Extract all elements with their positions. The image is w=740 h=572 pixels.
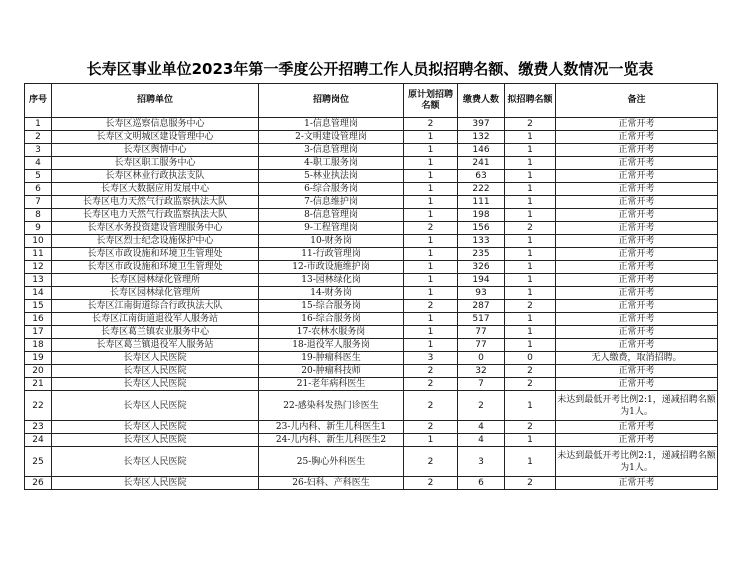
table-row xyxy=(25,339,718,352)
cell-proposed: 1 xyxy=(505,183,556,196)
cell-post: 10-财务岗 xyxy=(259,235,404,248)
cell-unit: 长寿区人民医院 xyxy=(52,378,259,391)
cell-plan: 1 xyxy=(404,131,458,144)
cell-paid: 132 xyxy=(458,131,505,144)
cell-index: 4 xyxy=(25,157,52,170)
header-plan: 原计划招聘名额 xyxy=(404,84,458,118)
header-proposed: 拟招聘名额 xyxy=(505,84,556,118)
table-row xyxy=(25,391,718,421)
header-row xyxy=(25,84,718,118)
cell-plan: 2 xyxy=(404,300,458,313)
cell-remark: 正常开考 xyxy=(556,326,718,339)
table-row xyxy=(25,144,718,157)
cell-post: 8-信息管理岗 xyxy=(259,209,404,222)
cell-unit: 长寿区舆情中心 xyxy=(52,144,259,157)
cell-paid: 198 xyxy=(458,209,505,222)
cell-index: 25 xyxy=(25,447,52,477)
cell-remark: 正常开考 xyxy=(556,300,718,313)
cell-plan: 1 xyxy=(404,170,458,183)
cell-paid: 7 xyxy=(458,378,505,391)
cell-unit: 长寿区电力天然气行政监察执法大队 xyxy=(52,209,259,222)
cell-plan: 2 xyxy=(404,118,458,131)
cell-remark: 正常开考 xyxy=(556,222,718,235)
cell-index: 26 xyxy=(25,477,52,490)
cell-proposed: 1 xyxy=(505,313,556,326)
cell-paid: 6 xyxy=(458,477,505,490)
cell-index: 11 xyxy=(25,248,52,261)
cell-unit: 长寿区人民医院 xyxy=(52,477,259,490)
cell-index: 14 xyxy=(25,287,52,300)
cell-index: 17 xyxy=(25,326,52,339)
cell-plan: 2 xyxy=(404,447,458,477)
cell-proposed: 1 xyxy=(505,209,556,222)
cell-post: 6-综合服务岗 xyxy=(259,183,404,196)
cell-post: 26-妇科、产科医生 xyxy=(259,477,404,490)
cell-proposed: 2 xyxy=(505,365,556,378)
cell-index: 12 xyxy=(25,261,52,274)
cell-paid: 4 xyxy=(458,421,505,434)
cell-paid: 194 xyxy=(458,274,505,287)
table-row xyxy=(25,326,718,339)
table-row xyxy=(25,222,718,235)
cell-plan: 2 xyxy=(404,365,458,378)
cell-index: 8 xyxy=(25,209,52,222)
cell-proposed: 1 xyxy=(505,326,556,339)
cell-remark: 无人缴费，取消招聘。 xyxy=(556,352,718,365)
cell-remark: 正常开考 xyxy=(556,131,718,144)
cell-unit: 长寿区水务投资建设管理服务中心 xyxy=(52,222,259,235)
cell-paid: 32 xyxy=(458,365,505,378)
cell-post: 14-财务岗 xyxy=(259,287,404,300)
cell-index: 16 xyxy=(25,313,52,326)
cell-paid: 111 xyxy=(458,196,505,209)
cell-paid: 77 xyxy=(458,326,505,339)
cell-proposed: 1 xyxy=(505,261,556,274)
recruitment-table xyxy=(24,83,718,490)
cell-post: 19-肿瘤科医生 xyxy=(259,352,404,365)
cell-remark: 正常开考 xyxy=(556,170,718,183)
cell-paid: 222 xyxy=(458,183,505,196)
cell-plan: 1 xyxy=(404,248,458,261)
cell-proposed: 0 xyxy=(505,352,556,365)
cell-paid: 326 xyxy=(458,261,505,274)
cell-plan: 1 xyxy=(404,326,458,339)
cell-post: 12-市政设施维护岗 xyxy=(259,261,404,274)
cell-post: 16-综合服务岗 xyxy=(259,313,404,326)
table-row xyxy=(25,365,718,378)
header-paid: 缴费人数 xyxy=(458,84,505,118)
cell-proposed: 1 xyxy=(505,287,556,300)
cell-plan: 2 xyxy=(404,477,458,490)
cell-paid: 133 xyxy=(458,235,505,248)
table-row xyxy=(25,378,718,391)
cell-unit: 长寿区人民医院 xyxy=(52,391,259,421)
cell-remark: 正常开考 xyxy=(556,118,718,131)
cell-remark: 未达到最低开考比例2:1，递减招聘名额为1人。 xyxy=(556,391,718,421)
cell-plan: 1 xyxy=(404,235,458,248)
cell-plan: 3 xyxy=(404,352,458,365)
cell-paid: 93 xyxy=(458,287,505,300)
cell-paid: 4 xyxy=(458,434,505,447)
cell-unit: 长寿区职工服务中心 xyxy=(52,157,259,170)
cell-proposed: 1 xyxy=(505,434,556,447)
cell-proposed: 1 xyxy=(505,391,556,421)
cell-index: 3 xyxy=(25,144,52,157)
cell-unit: 长寿区葛兰镇退役军人服务站 xyxy=(52,339,259,352)
cell-plan: 1 xyxy=(404,183,458,196)
cell-post: 9-工程管理岗 xyxy=(259,222,404,235)
cell-paid: 0 xyxy=(458,352,505,365)
cell-unit: 长寿区人民医院 xyxy=(52,352,259,365)
table-row xyxy=(25,300,718,313)
cell-plan: 2 xyxy=(404,222,458,235)
header-index: 序号 xyxy=(25,84,52,118)
cell-unit: 长寿区市政设施和环境卫生管理处 xyxy=(52,261,259,274)
table-row xyxy=(25,235,718,248)
table-row xyxy=(25,170,718,183)
cell-index: 13 xyxy=(25,274,52,287)
cell-plan: 1 xyxy=(404,157,458,170)
document-title: 长寿区事业单位2023年第一季度公开招聘工作人员拟招聘名额、缴费人数情况一览表 xyxy=(86,60,654,78)
cell-paid: 241 xyxy=(458,157,505,170)
cell-unit: 长寿区文明城区建设管理中心 xyxy=(52,131,259,144)
cell-plan: 1 xyxy=(404,313,458,326)
cell-remark: 正常开考 xyxy=(556,235,718,248)
cell-index: 9 xyxy=(25,222,52,235)
cell-unit: 长寿区人民医院 xyxy=(52,447,259,477)
cell-post: 24-儿内科、新生儿科医生2 xyxy=(259,434,404,447)
table-row xyxy=(25,157,718,170)
cell-proposed: 2 xyxy=(505,222,556,235)
cell-proposed: 2 xyxy=(505,477,556,490)
cell-remark: 正常开考 xyxy=(556,183,718,196)
cell-plan: 1 xyxy=(404,274,458,287)
cell-post: 2-文明建设管理岗 xyxy=(259,131,404,144)
cell-post: 23-儿内科、新生儿科医生1 xyxy=(259,421,404,434)
cell-proposed: 1 xyxy=(505,196,556,209)
cell-remark: 正常开考 xyxy=(556,421,718,434)
cell-proposed: 1 xyxy=(505,131,556,144)
cell-post: 17-农林水服务岗 xyxy=(259,326,404,339)
cell-post: 21-老年病科医生 xyxy=(259,378,404,391)
cell-post: 3-信息管理岗 xyxy=(259,144,404,157)
cell-post: 13-园林绿化岗 xyxy=(259,274,404,287)
table-row xyxy=(25,477,718,490)
cell-index: 23 xyxy=(25,421,52,434)
cell-proposed: 1 xyxy=(505,248,556,261)
cell-index: 15 xyxy=(25,300,52,313)
header-remark: 备注 xyxy=(556,84,718,118)
cell-index: 21 xyxy=(25,378,52,391)
cell-unit: 长寿区江南街道退役军人服务站 xyxy=(52,313,259,326)
table-row xyxy=(25,196,718,209)
cell-proposed: 1 xyxy=(505,447,556,477)
cell-proposed: 1 xyxy=(505,274,556,287)
cell-index: 1 xyxy=(25,118,52,131)
cell-remark: 正常开考 xyxy=(556,144,718,157)
cell-post: 1-信息管理岗 xyxy=(259,118,404,131)
cell-remark: 正常开考 xyxy=(556,248,718,261)
cell-post: 5-林业执法岗 xyxy=(259,170,404,183)
table-row xyxy=(25,118,718,131)
cell-remark: 正常开考 xyxy=(556,261,718,274)
cell-proposed: 1 xyxy=(505,157,556,170)
table-row xyxy=(25,248,718,261)
cell-plan: 1 xyxy=(404,339,458,352)
cell-remark: 正常开考 xyxy=(556,365,718,378)
cell-post: 15-综合服务岗 xyxy=(259,300,404,313)
header-unit: 招聘单位 xyxy=(52,84,259,118)
table-row xyxy=(25,274,718,287)
cell-unit: 长寿区大数据应用发展中心 xyxy=(52,183,259,196)
cell-index: 24 xyxy=(25,434,52,447)
cell-paid: 156 xyxy=(458,222,505,235)
cell-index: 5 xyxy=(25,170,52,183)
cell-paid: 235 xyxy=(458,248,505,261)
cell-paid: 517 xyxy=(458,313,505,326)
table-row xyxy=(25,434,718,447)
cell-plan: 2 xyxy=(404,391,458,421)
cell-plan: 1 xyxy=(404,287,458,300)
cell-index: 19 xyxy=(25,352,52,365)
cell-remark: 正常开考 xyxy=(556,287,718,300)
cell-paid: 146 xyxy=(458,144,505,157)
cell-proposed: 2 xyxy=(505,118,556,131)
cell-proposed: 2 xyxy=(505,421,556,434)
cell-post: 4-职工服务岗 xyxy=(259,157,404,170)
cell-unit: 长寿区人民医院 xyxy=(52,421,259,434)
cell-remark: 正常开考 xyxy=(556,339,718,352)
cell-index: 2 xyxy=(25,131,52,144)
cell-unit: 长寿区园林绿化管理所 xyxy=(52,287,259,300)
cell-paid: 63 xyxy=(458,170,505,183)
cell-paid: 287 xyxy=(458,300,505,313)
cell-paid: 397 xyxy=(458,118,505,131)
cell-index: 7 xyxy=(25,196,52,209)
cell-unit: 长寿区人民医院 xyxy=(52,434,259,447)
cell-index: 10 xyxy=(25,235,52,248)
cell-proposed: 2 xyxy=(505,300,556,313)
cell-post: 20-肿瘤科技师 xyxy=(259,365,404,378)
cell-post: 18-退役军人服务岗 xyxy=(259,339,404,352)
cell-index: 20 xyxy=(25,365,52,378)
cell-remark: 未达到最低开考比例2:1，递减招聘名额为1人。 xyxy=(556,447,718,477)
cell-remark: 正常开考 xyxy=(556,477,718,490)
cell-post: 11-行政管理岗 xyxy=(259,248,404,261)
cell-unit: 长寿区葛兰镇农业服务中心 xyxy=(52,326,259,339)
cell-unit: 长寿区人民医院 xyxy=(52,365,259,378)
cell-paid: 77 xyxy=(458,339,505,352)
cell-unit: 长寿区市政设施和环境卫生管理处 xyxy=(52,248,259,261)
cell-proposed: 1 xyxy=(505,339,556,352)
cell-plan: 1 xyxy=(404,209,458,222)
cell-proposed: 1 xyxy=(505,170,556,183)
cell-remark: 正常开考 xyxy=(556,209,718,222)
cell-plan: 1 xyxy=(404,144,458,157)
table-row xyxy=(25,261,718,274)
table-row xyxy=(25,352,718,365)
cell-unit: 长寿区电力天然气行政监察执法大队 xyxy=(52,196,259,209)
table-row xyxy=(25,131,718,144)
cell-plan: 1 xyxy=(404,196,458,209)
cell-proposed: 2 xyxy=(505,378,556,391)
cell-remark: 正常开考 xyxy=(556,378,718,391)
cell-plan: 1 xyxy=(404,261,458,274)
table-row xyxy=(25,313,718,326)
cell-remark: 正常开考 xyxy=(556,196,718,209)
cell-post: 25-胸心外科医生 xyxy=(259,447,404,477)
table-row xyxy=(25,209,718,222)
cell-plan: 1 xyxy=(404,434,458,447)
cell-remark: 正常开考 xyxy=(556,157,718,170)
cell-unit: 长寿区烈士纪念设施保护中心 xyxy=(52,235,259,248)
cell-proposed: 1 xyxy=(505,144,556,157)
header-post: 招聘岗位 xyxy=(259,84,404,118)
cell-index: 22 xyxy=(25,391,52,421)
table-row xyxy=(25,447,718,477)
cell-plan: 2 xyxy=(404,421,458,434)
cell-remark: 正常开考 xyxy=(556,274,718,287)
cell-remark: 正常开考 xyxy=(556,313,718,326)
cell-unit: 长寿区林业行政执法支队 xyxy=(52,170,259,183)
cell-post: 7-信息维护岗 xyxy=(259,196,404,209)
cell-paid: 3 xyxy=(458,447,505,477)
cell-post: 22-感染科发热门诊医生 xyxy=(259,391,404,421)
cell-paid: 2 xyxy=(458,391,505,421)
cell-index: 18 xyxy=(25,339,52,352)
table-row xyxy=(25,421,718,434)
cell-unit: 长寿区江南街道综合行政执法大队 xyxy=(52,300,259,313)
cell-plan: 2 xyxy=(404,378,458,391)
table-row xyxy=(25,287,718,300)
cell-unit: 长寿区巡察信息服务中心 xyxy=(52,118,259,131)
cell-unit: 长寿区园林绿化管理所 xyxy=(52,274,259,287)
cell-index: 6 xyxy=(25,183,52,196)
table-row xyxy=(25,183,718,196)
cell-proposed: 1 xyxy=(505,235,556,248)
cell-remark: 正常开考 xyxy=(556,434,718,447)
